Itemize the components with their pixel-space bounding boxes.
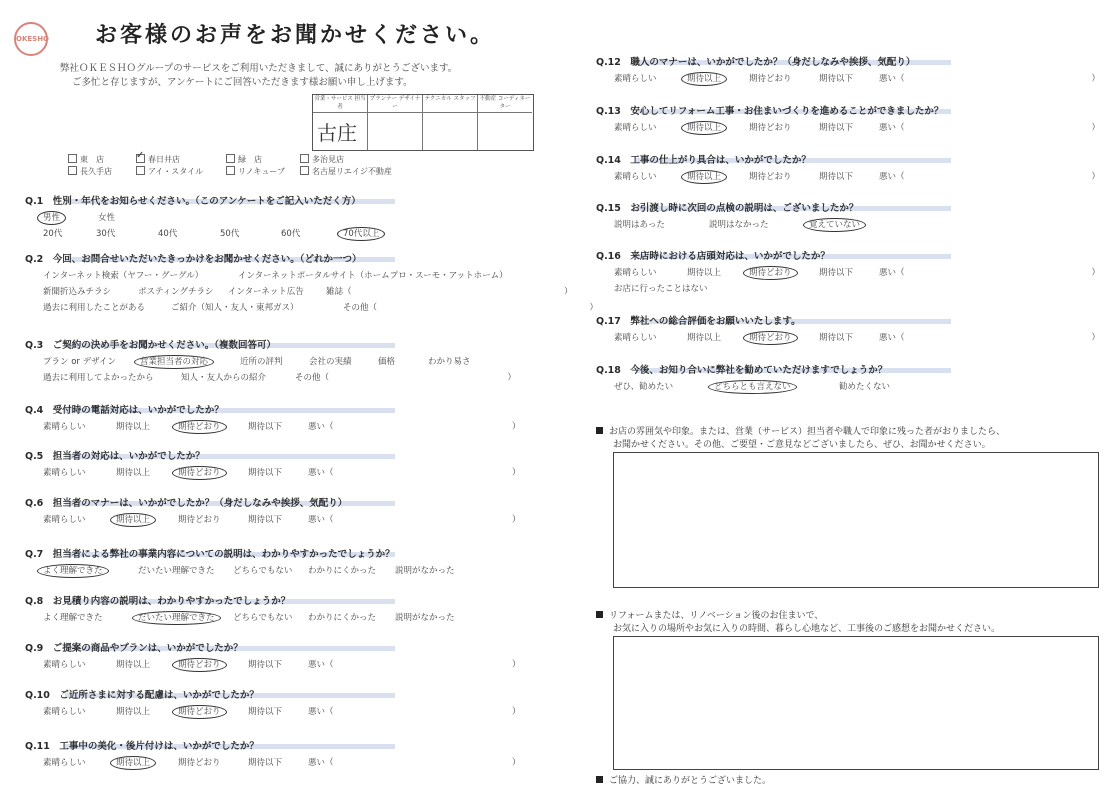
answer-label: 素晴らしい (43, 515, 86, 525)
answer-label: インターネット広告 (228, 287, 304, 297)
thanks-line (596, 773, 771, 786)
question-text: Q.4 受付時の電話対応は、いかがでしたか？ (25, 405, 224, 416)
answer-label: その他（ ） (343, 303, 599, 313)
question-text: Q.1 性別・年代をお知らせください。（このアンケートをご記入いただく方） (25, 196, 361, 207)
square-bullet-icon (596, 427, 603, 434)
answer-label: どちらでもない (233, 566, 293, 576)
answer-option[interactable] (749, 72, 792, 84)
question-text: Q.6 担当者のマナーは、いかがでしたか？（身だしなみや挨拶、気配り） (25, 498, 348, 509)
answer-label: だいたい理解できた (138, 566, 215, 576)
answer-label: 期待以下 (819, 123, 854, 133)
question-text: Q.8 お見積り内容の説明は、わかりやすかったでしょうか？ (25, 596, 291, 607)
answer-label: 知人・友人からの紹介 (181, 373, 267, 383)
answer-label: よく理解できた (37, 564, 109, 578)
answer-label: 素晴らしい (614, 123, 657, 133)
answer-option[interactable] (43, 371, 154, 383)
checked-box-icon[interactable] (136, 154, 145, 163)
shop-label: 長久手店 (80, 167, 112, 176)
answer-option[interactable] (714, 380, 791, 392)
checkbox-icon[interactable] (68, 166, 77, 175)
answer-label: 悪い（ ） (308, 422, 521, 432)
answer-option[interactable] (43, 705, 86, 717)
answer-option[interactable] (614, 282, 708, 294)
answer-label: 悪い（ ） (879, 172, 1101, 182)
answer-label: 過去に利用したことがある (43, 303, 146, 313)
answer-option[interactable] (343, 227, 379, 239)
staff-value[interactable]: 古庄 (317, 121, 357, 145)
answer-option[interactable] (228, 285, 304, 297)
answer-option[interactable] (171, 301, 299, 313)
comment2-heading (596, 608, 823, 621)
answer-label: 期待どおり (172, 705, 227, 719)
shop-option[interactable] (300, 154, 344, 165)
answer-option[interactable] (248, 756, 282, 768)
answer-label: 60代 (281, 229, 301, 239)
question-text: Q.17 弊社への総合評価をお願いいたします。 (596, 316, 801, 327)
answer-option[interactable] (178, 658, 221, 670)
answer-option[interactable] (295, 371, 516, 383)
question-text: Q.3 ご契約の決め手をお聞かせください。（複数回答可） (25, 340, 277, 351)
staff-header: 営業・サービス 担当者 (313, 95, 367, 113)
staff-col-realestate (478, 95, 532, 150)
answer-label: 素晴らしい (614, 172, 657, 182)
answer-label: 説明はあった (614, 220, 665, 230)
answer-label: その他（ ） (295, 373, 517, 383)
answer-option[interactable] (308, 611, 376, 623)
answer-option[interactable] (138, 285, 213, 297)
answer-label: 期待以上 (681, 170, 727, 184)
answer-label: わかり易さ (428, 357, 471, 367)
shop-option[interactable] (136, 154, 180, 165)
answer-option[interactable] (395, 564, 455, 576)
staff-col-sales (313, 95, 368, 150)
answer-label: 期待どおり (178, 515, 221, 525)
answer-option[interactable] (749, 170, 792, 182)
answer-label: どちらでもない (233, 613, 293, 623)
answer-option[interactable] (116, 466, 150, 478)
shop-option[interactable] (300, 166, 392, 177)
answer-label: 価格 (378, 357, 396, 367)
answer-label: 期待以上 (116, 422, 151, 432)
shop-label: 緑 店 (238, 155, 262, 164)
answer-label: よく理解できた (43, 613, 103, 623)
answer-label: 期待以上 (116, 707, 151, 717)
answer-label: 期待どおり (743, 331, 798, 345)
shop-option[interactable] (136, 166, 203, 177)
answer-label: 期待以下 (819, 74, 854, 84)
answer-label: 期待以上 (687, 268, 722, 278)
staff-col-technical (423, 95, 478, 150)
question-text: Q.16 来店時における店頭対応は、いかがでしたか？ (596, 251, 830, 262)
answer-option[interactable] (43, 466, 86, 478)
answer-label: ポスティングチラシ (138, 287, 214, 297)
answer-option[interactable] (819, 170, 853, 182)
answer-label: 50代 (220, 229, 240, 239)
answer-option[interactable] (308, 513, 521, 525)
answer-option[interactable] (749, 331, 792, 343)
shop-label: アイ・スタイル (148, 167, 204, 176)
answer-label: お店に行ったことはない (614, 284, 708, 294)
answer-label: 期待以上 (110, 756, 156, 770)
answer-option[interactable] (178, 420, 221, 432)
comment2-textbox[interactable] (613, 636, 1099, 770)
answer-label: 悪い（ ） (879, 74, 1101, 84)
answer-option[interactable] (749, 121, 792, 133)
answer-label: 新聞折込みチラシ (43, 287, 112, 297)
answer-label: わかりにくかった (308, 613, 377, 623)
staff-header: プランナー デザイナー (368, 95, 422, 113)
answer-label: 過去に利用してよかったから (43, 373, 154, 383)
answer-option[interactable] (240, 355, 283, 367)
comment1-heading (596, 424, 1005, 437)
answer-label: 期待どおり (172, 658, 227, 672)
answer-label: 期待以下 (248, 660, 283, 670)
answer-label: 期待どおり (178, 758, 221, 768)
answer-option[interactable] (819, 121, 853, 133)
question-text: Q.10 ご近所さまに対する配慮は、いかがでしたか？ (25, 690, 259, 701)
answer-option[interactable] (116, 756, 150, 768)
answer-option[interactable] (879, 170, 1100, 182)
answer-label: 悪い（ ） (308, 707, 521, 717)
answer-option[interactable] (116, 513, 150, 525)
shop-label: リノキューブ (238, 167, 285, 176)
answer-option[interactable] (248, 466, 282, 478)
answer-option[interactable] (178, 466, 221, 478)
question-text: Q.7 担当者による弊社の事業内容についての説明は、わかりやすかったでしょうか？ (25, 549, 395, 560)
shop-option[interactable] (68, 154, 104, 165)
question-text: Q.12 職人のマナーは、いかがでしたか？（身だしなみや挨拶、気配り） (596, 57, 916, 68)
shop-option[interactable] (68, 166, 112, 177)
staff-header: テクニカル スタッフ (423, 95, 477, 113)
answer-label: インターネットポータルサイト（ホームプロ・スーモ・アットホーム） (238, 271, 508, 281)
answer-label: 期待以上 (681, 121, 727, 135)
checkbox-icon[interactable] (226, 166, 235, 175)
answer-option[interactable] (308, 705, 521, 717)
answer-label: ぜひ、勧めたい (614, 382, 674, 392)
answer-option[interactable] (43, 269, 203, 281)
answer-label: 期待どおり (172, 420, 227, 434)
answer-label: 期待以下 (248, 707, 283, 717)
answer-label: 期待どおり (749, 123, 792, 133)
answer-option[interactable] (116, 658, 150, 670)
answer-option[interactable] (819, 266, 853, 278)
answer-option[interactable] (309, 355, 352, 367)
answer-option[interactable] (248, 705, 282, 717)
answer-label: 期待以上 (681, 72, 727, 86)
answer-label: 40代 (158, 229, 178, 239)
answer-option[interactable] (687, 72, 721, 84)
answer-option[interactable] (809, 218, 860, 230)
staff-col-planner (368, 95, 423, 150)
answer-option[interactable] (43, 513, 86, 525)
answer-option[interactable] (43, 355, 116, 367)
answer-option[interactable] (395, 611, 455, 623)
question-text: Q.11 工事中の美化・後片付けは、いかがでしたか？ (25, 741, 259, 752)
question-text: Q.13 安心してリフォーム工事・お住まいづくりを進めることができましたか？ (596, 106, 944, 117)
checkbox-icon[interactable] (300, 154, 309, 163)
staff-table (312, 94, 534, 151)
answer-label: 期待どおり (743, 266, 798, 280)
answer-label: 素晴らしい (43, 707, 86, 717)
answer-option[interactable] (879, 72, 1100, 84)
answer-option[interactable] (343, 301, 598, 313)
answer-option[interactable] (879, 331, 1100, 343)
answer-option[interactable] (326, 285, 573, 297)
answer-label: 期待以下 (819, 172, 854, 182)
answer-option[interactable] (308, 564, 376, 576)
answer-label: 会社の実績 (309, 357, 352, 367)
answer-label: 説明がなかった (395, 566, 455, 576)
answer-option[interactable] (43, 658, 86, 670)
shop-label: 多治見店 (312, 155, 344, 164)
answer-option[interactable] (178, 513, 221, 525)
answer-option[interactable] (43, 420, 86, 432)
answer-option[interactable] (178, 756, 221, 768)
answer-label: 悪い（ ） (879, 333, 1101, 343)
answer-option[interactable] (96, 227, 115, 239)
answer-option[interactable] (43, 756, 86, 768)
shop-option[interactable] (226, 166, 285, 177)
answer-option[interactable] (614, 380, 673, 392)
answer-option[interactable] (138, 611, 215, 623)
answer-label: 近所の評判 (240, 357, 283, 367)
answer-label: 30代 (96, 229, 116, 239)
comment2-heading-2: お気に入りの場所やお気に入りの時間、暮らし心地など、工事後のご感想をお聞かせください。 (613, 624, 1001, 634)
comment1-heading-2: お聞かせください。その他、ご要望・ご意見などございましたら、ぜひ、お聞かせください。 (613, 440, 991, 450)
answer-label: 悪い（ ） (308, 468, 521, 478)
shop-option[interactable] (226, 154, 262, 165)
answer-option[interactable] (248, 420, 282, 432)
answer-option[interactable] (43, 301, 145, 313)
answer-label: 期待以下 (819, 268, 854, 278)
answer-label: 素晴らしい (614, 333, 657, 343)
answer-label: 素晴らしい (43, 422, 86, 432)
answer-option[interactable] (308, 658, 521, 670)
answer-option[interactable] (248, 513, 282, 525)
answer-option[interactable] (378, 355, 395, 367)
checkbox-icon[interactable] (226, 154, 235, 163)
shop-label: 東 店 (80, 155, 104, 164)
answer-option[interactable] (138, 564, 215, 576)
answer-label: 悪い（ ） (308, 758, 521, 768)
answer-option[interactable] (43, 211, 60, 223)
answer-label: 期待以上 (110, 513, 156, 527)
answer-option[interactable] (233, 564, 292, 576)
answer-option[interactable] (43, 564, 103, 576)
answer-label: 期待以上 (687, 333, 722, 343)
answer-label: 素晴らしい (614, 74, 657, 84)
checkbox-icon[interactable] (136, 166, 145, 175)
answer-option[interactable] (116, 420, 150, 432)
answer-option[interactable] (308, 756, 521, 768)
answer-option[interactable] (687, 170, 721, 182)
answer-label: 悪い（ ） (308, 660, 521, 670)
answer-label: 素晴らしい (43, 660, 86, 670)
answer-label: 期待以下 (248, 422, 283, 432)
answer-option[interactable] (116, 705, 150, 717)
answer-option[interactable] (819, 331, 853, 343)
answer-label: 説明がなかった (395, 613, 455, 623)
answer-label: わかりにくかった (308, 566, 377, 576)
answer-label: 期待どおり (749, 172, 792, 182)
thanks-text: ご協力、誠にありがとうございました。 (609, 776, 772, 786)
answer-label: 素晴らしい (614, 268, 657, 278)
comment1-textbox[interactable] (613, 452, 1099, 588)
checkbox-icon[interactable] (68, 154, 77, 163)
answer-label: 悪い（ ） (308, 515, 521, 525)
answer-label: 期待以下 (819, 333, 854, 343)
answer-label: 期待以下 (248, 758, 283, 768)
answer-option[interactable] (614, 331, 657, 343)
answer-option[interactable] (614, 266, 657, 278)
company-stamp: OKESHO (14, 22, 48, 56)
shop-label: 名古屋リエイジ不動産 (312, 167, 392, 176)
answer-label: 期待以上 (116, 660, 151, 670)
answer-option[interactable] (43, 611, 103, 623)
answer-label: 悪い（ ） (879, 268, 1101, 278)
answer-label: 営業担当者の対応 (134, 355, 214, 369)
comment2-line-1: リフォームまたは、リノベーション後のお住まいで、 (609, 611, 824, 621)
answer-option[interactable] (308, 466, 521, 478)
answer-option[interactable] (43, 285, 111, 297)
answer-label: 20代 (43, 229, 63, 239)
answer-label: 素晴らしい (43, 468, 86, 478)
question-text: Q.5 担当者の対応は、いかがでしたか？ (25, 451, 205, 462)
answer-label: 覚えていない (803, 218, 866, 232)
answer-label: プラン or デザイン (43, 357, 117, 367)
answer-option[interactable] (709, 218, 769, 230)
staff-header: 不動産 コーディネーター (478, 95, 532, 113)
answer-label: 勧めたくない (839, 382, 891, 392)
answer-option[interactable] (98, 211, 115, 223)
answer-label: どちらとも言えない (708, 380, 797, 394)
answer-option[interactable] (428, 355, 471, 367)
square-bullet-icon (596, 776, 603, 783)
question-text: Q.14 工事の仕上がり具合は、いかがでしたか？ (596, 155, 811, 166)
answer-option[interactable] (839, 380, 890, 392)
answer-option[interactable] (879, 121, 1100, 133)
answer-option[interactable] (687, 266, 721, 278)
answer-option[interactable] (181, 371, 266, 383)
question-text: Q.2 今回、お問合せいただいたきっかけをお聞かせください。（どれか一つ） (25, 254, 362, 265)
answer-option[interactable] (281, 227, 300, 239)
answer-label: 男性 (37, 211, 66, 225)
answer-option[interactable] (43, 227, 62, 239)
answer-label: 期待以下 (248, 515, 283, 525)
answer-label: 70代以上 (337, 227, 385, 241)
answer-option[interactable] (178, 705, 221, 717)
shop-label: 春日井店 (148, 155, 180, 164)
answer-option[interactable] (687, 331, 721, 343)
answer-option[interactable] (614, 72, 657, 84)
answer-option[interactable] (158, 227, 177, 239)
greeting-line-2: ご多忙と存じますが、アンケートにご回答いただきます様お願い申し上げます。 (72, 77, 413, 88)
comment1-line-1: お店の雰囲気や印象。または、営業（サービス）担当者や職人で印象に残った者がおりましたら、 (609, 427, 1006, 437)
answer-label: 期待どおり (749, 74, 792, 84)
answer-label: 女性 (98, 213, 116, 223)
answer-option[interactable] (687, 121, 721, 133)
page-title: お客様のお声をお聞かせください。 (95, 23, 496, 48)
question-text: Q.9 ご提案の商品やプランは、いかがでしたか？ (25, 643, 243, 654)
answer-label: 説明はなかった (709, 220, 769, 230)
answer-label: 雑誌（ ） (326, 287, 573, 297)
answer-label: インターネット検索（ヤフー・グーグル） (43, 271, 204, 281)
answer-option[interactable] (140, 355, 208, 367)
answer-label: 期待以上 (116, 468, 151, 478)
answer-option[interactable] (220, 227, 239, 239)
checkbox-icon[interactable] (300, 166, 309, 175)
answer-option[interactable] (614, 170, 657, 182)
answer-option[interactable] (614, 218, 665, 230)
answer-option[interactable] (233, 611, 292, 623)
answer-option[interactable] (614, 121, 657, 133)
answer-option[interactable] (819, 72, 853, 84)
question-text: Q.18 今後、お知り合いに弊社を勧めていただけますでしょうか？ (596, 365, 888, 376)
answer-label: ご紹介（知人・友人・東邦ガス） (171, 303, 299, 313)
answer-option[interactable] (238, 269, 508, 281)
answer-label: 悪い（ ） (879, 123, 1101, 133)
answer-label: 期待どおり (172, 466, 227, 480)
square-bullet-icon (596, 611, 603, 618)
answer-label: 素晴らしい (43, 758, 86, 768)
answer-label: 期待以下 (248, 468, 283, 478)
answer-option[interactable] (749, 266, 792, 278)
question-text: Q.15 お引渡し時に次回の点検の説明は、ございましたか？ (596, 203, 859, 214)
greeting-line-1: 弊社ＯＫＥＳＨＯグループのサービスをご利用いただきまして、誠にありがとうございます。 (60, 63, 458, 74)
answer-option[interactable] (879, 266, 1100, 278)
answer-label: だいたい理解できた (132, 611, 221, 625)
answer-option[interactable] (308, 420, 521, 432)
answer-option[interactable] (248, 658, 282, 670)
